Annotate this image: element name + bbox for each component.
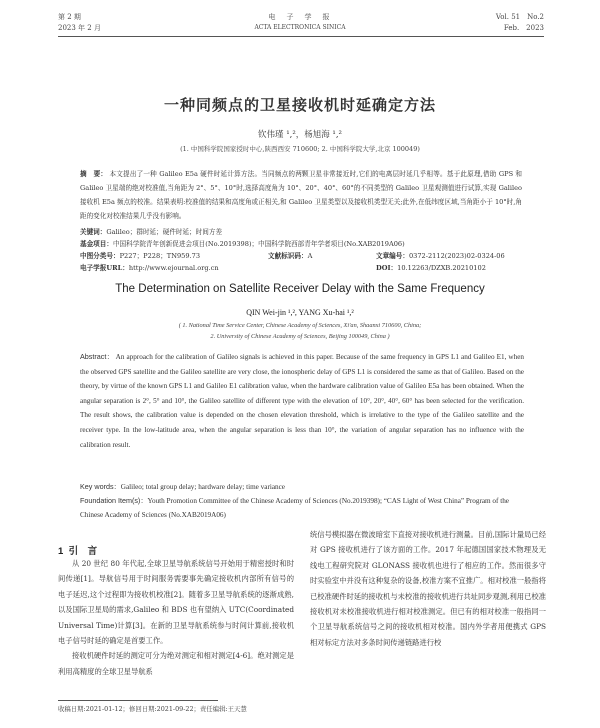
title-en: The Determination on Satellite Receiver Delay with the Same Frequency — [115, 283, 485, 295]
doc-code: 文献标识码：A — [268, 252, 313, 260]
authors-cn: 钦伟瑾 ¹,²，杨旭海 ¹,² — [258, 130, 342, 140]
title-cn: 一种同频点的卫星接收机时延确定方法 — [163, 96, 436, 114]
abstract-en-label: Abstract： — [80, 352, 115, 361]
journal-url-link[interactable]: http://www.ejournal.org.cn — [128, 264, 219, 272]
header-year-month: 2023 年 2 月 — [58, 24, 101, 32]
left-column — [58, 556, 294, 679]
foundation-en: Foundation Item(s)：Youth Promotion Committee of the Chinese Academy of Sciences (No.2019398); “CAS Light of West China” Program of the Chinese Academy of Sciences (No.XAB2019A06) — [80, 496, 509, 519]
abstract-en-text: An approach for the calibration of Galileo signals is achieved in this paper. Because of the same frequency in GPS L1 and Galileo E1, when the observed GPS satellite and the Galileo satellite are very close, the ionospheric delay of GPS L1 is considered the same as that of Galileo. Based on the theory, by virtue of the known GPS L1 and Galileo E1 calibration value, when the hardware calibration value of Galileo E5a has been obtained. When the angular separation is 2°, 5° and 10°, the Galileo satellite of different type with the elevation of 10°, 20°, 40°, 60° has been selected for the verification. The result shows, the calibration value is depended on the chosen elevation threshold, which is irrelative to the type of the Galileo satellite and the receiver type. In the low-latitude area, when the angular separation is less than 10°, the variation of angular separation has no influence with the calibration result. — [80, 353, 524, 449]
footnote-rule — [58, 700, 218, 701]
header-journal-cn: 电 子 学 报 — [268, 13, 332, 21]
keywords-en: Key words：Galileo; total group delay; hardware delay; time variance — [80, 482, 285, 491]
article-number: 文章编号：0372-2112(2023)02-0324-06 — [376, 252, 505, 260]
doi-link[interactable]: 10.12263/DZXB.20210102 — [397, 264, 486, 272]
fund-cn: 基金项目：中国科学院青年创新促进会项目(No.2019398)；中国科学院西部青年学者项目(No.XAB2019A06) — [80, 240, 405, 248]
authors-en: QIN Wei-jin ¹,², YANG Xu-hai ¹,² — [246, 308, 354, 317]
footnote: 收稿日期:2021-01-12；修回日期:2021-09-22；责任编辑:王天慧 — [58, 705, 247, 713]
affiliation-en-2: 2. University of Chinese Academy of Sciences, Beijing 100049, China ) — [210, 333, 390, 340]
affiliation-en-1: ( 1. National Time Service Center, Chinese Academy of Sciences, Xi'an, Shaanxi 710600, China; — [178, 322, 422, 329]
abstract-cn-text: 本文提出了一种 Galileo E5a 硬件时延计算方法。当同频点的两颗卫星非常接近时,它们的电离层时延几乎相等。基于此原理,借助 GPS 和 Galileo 卫星端的绝对校准值,当角距为 2°、5°、10°时,选择高度角为 10°、20°、40°、60°的不同类型的 Galileo 卫星观测值进行试算,实现 Galileo 接收机 E5a 频点的校准。结果表明:校准值的结果和高度角或正相关,和 Galileo 卫星类型以及接收机类型无关;此外,在低纬度区域,当角距小于 10°时,角距的变化对校准结果几乎没有影响。 — [80, 170, 522, 220]
classification: 中图分类号：P227；P228；TN959.73 — [80, 252, 201, 260]
affiliation-cn: (1. 中国科学院国家授时中心,陕西西安 710600; 2. 中国科学院大学,北京 100049) — [180, 145, 420, 153]
section-heading: 1 引 言 — [58, 546, 98, 557]
paragraph: 从 20 世纪 80 年代起,全球卫星导航系统信号开始用于精密授时和时间传递[1]。导航信号用于时间服务需要事先确定接收机内部所有信号的电子延迟,这个过程即为接收机校准[2]。随着多卫星导航系统的逐渐成熟,以及国际卫星局的需求,Galileo 和 BDS 也有望纳入 UTC(Coordinated Universal Time)计算[3]。在新的卫星导航系统参与时间计算前,接收机电子信号时延的确定是首要工作。 — [58, 559, 294, 646]
abstract-cn — [80, 167, 522, 223]
header-volume: Vol. 51 No.2 — [495, 13, 544, 21]
header-date-en: Feb. 2023 — [503, 24, 544, 32]
paragraph: 统信号模拟器在微波暗室下直接对接收机进行测量。目前,国际计量局已经对 GPS 接收机进行了该方面的工作。2017 年起德国国家技术物理及无线电工程研究院对 GLONASS 接收机也进行了相应的工作。然而很多守时实验室中并没有这种复杂的设备,校准方案不宜推广。相对校准一般指将已校准硬件时延的接收机与未校准的接收机进行共址同步观测,利用已校准接收机对未校准接收机进行相对校准测定。但已有的相对校准一般指同一个卫星导航系统信号之间的接收机相对校准。国内外学者用便携式 GPS 相对标定方法对多条时间传递链路进行校 — [310, 530, 546, 647]
abstract-en — [80, 350, 524, 452]
abstract-cn-label: 摘 要： — [80, 170, 108, 178]
journal-url: 电子学报URL：http://www.ejournal.org.cn — [80, 264, 219, 272]
paragraph: 接收机硬件时延的测定可分为绝对测定和相对测定[4-6]。绝对测定是利用高精度的全球卫星导航系 — [58, 651, 294, 676]
right-column — [310, 527, 546, 650]
doi: DOI：10.12263/DZXB.20210102 — [376, 264, 486, 272]
header-rule — [58, 36, 544, 37]
header-issue: 第 2 期 — [58, 13, 81, 21]
header-journal-en: ACTA ELECTRONICA SINICA — [254, 24, 346, 31]
keywords-cn: 关键词：Galileo；群时延；硬件时延；时间方差 — [80, 228, 223, 236]
